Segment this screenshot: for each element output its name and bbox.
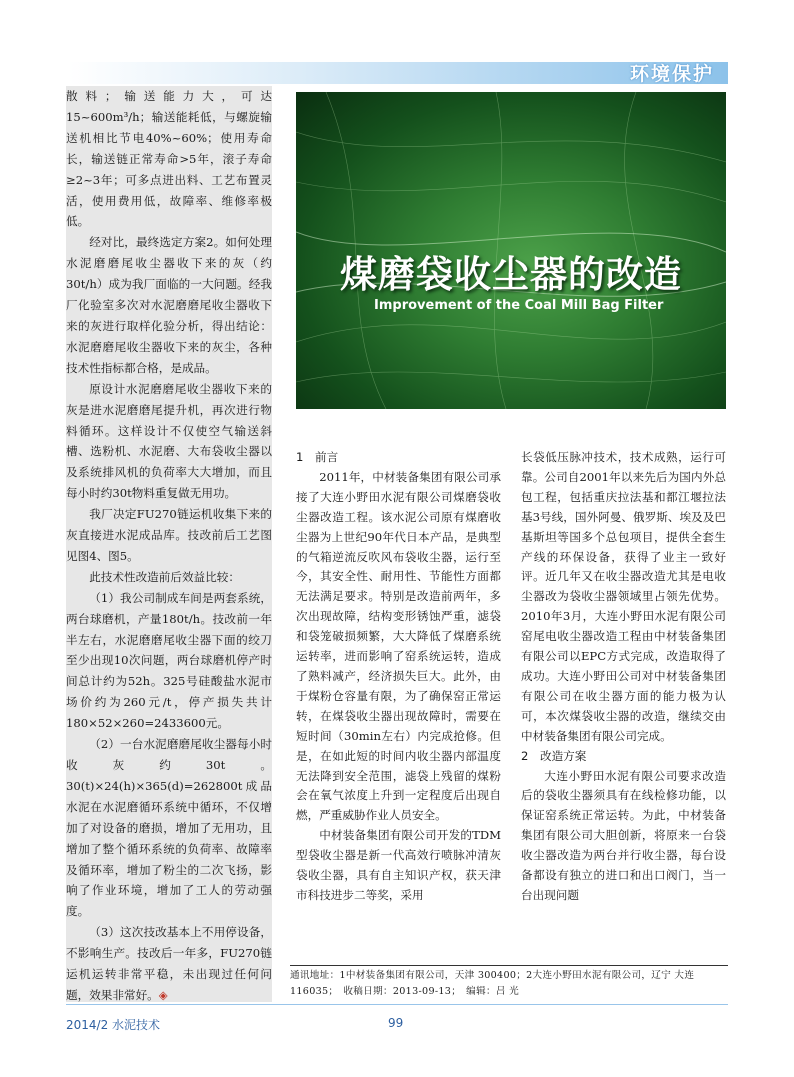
section-header-band	[68, 62, 728, 84]
footer-journal: 2014/2 水泥技术	[66, 1018, 161, 1032]
left-paragraph-text: （3）这次技改基本上不用停设备，不影响生产。技改后一年多，FU270链运机运转非常平稳，未出现过任何问题，效果非常好。	[66, 925, 272, 1002]
body-paragraph: 中材装备集团有限公司开发的TDM型袋收尘器是新一代高效行喷脉冲清灰袋收尘器，具有自主知识产权，获天津市科技进步二等奖，采用	[296, 828, 501, 902]
body-paragraph: 2011年，中材装备集团有限公司承接了大连小野田水泥有限公司煤磨袋收尘器改造工程。该水泥公司原有煤磨收尘器为上世纪90年代日本产品，是典型的气箱逆流反吹风布袋收尘器，运行至今，其安全性、耐用性、节能性方面都无法满足要求。特别是改造前两年，多次出现故障，结构变形锈蚀严重，滤袋和袋笼破损频繁，大大降低了煤磨系统运转率，进而影响了窑系统运转，造成了熟料减产，经济损失巨大。此外，由于煤粉仓容量有限，为了确保窑正常运转，在煤袋收尘器出现故障时，需要在短时间（30min左右）内完成抢修。但是，在如此短的时间内收尘器内部温度无法降到安全范围，滤袋上残留的煤粉会在氧气浓度上升到一定程度后出现自燃，严重威胁作业人员安全。	[296, 469, 501, 823]
title-en: Improvement of the Coal Mill Bag Filter	[374, 298, 664, 313]
section-header: 环境保护	[629, 63, 714, 85]
left-paragraph: （1）我公司制成车间是两套系统，两台球磨机，产量180t/h。技改前一年半左右，水泥磨磨尾收尘器下面的绞刀至少出现10次问题，两台球磨机停产时间总计约为52h。325号硅酸盐水泥市场价约为260元/t，停产损失共计180×52×260=2433600元。	[66, 590, 272, 731]
left-paragraph: 我厂决定FU270链运机收集下来的灰直接进水泥成品库。技改前后工艺图见图4、图5。	[66, 507, 272, 563]
section-heading: 2 改造方案	[521, 748, 587, 763]
left-paragraph: 经对比，最终选定方案2。如何处理水泥磨磨尾收尘器收下来的灰（约30t/h）成为我厂面临的一大问题。经我厂化验室多次对水泥磨磨尾收尘器收下来的灰进行取样化验分析，得出结论：水泥磨磨尾收尘器收下来的灰尘，各种技术性指标都合格，是成品。	[66, 235, 272, 375]
footnote-rule	[290, 965, 728, 966]
left-paragraph-last	[66, 922, 272, 1006]
right-column	[521, 448, 726, 906]
title-banner	[296, 92, 726, 409]
title-cn: 煤磨袋收尘器的改造	[340, 253, 682, 296]
end-mark-icon: ◈	[158, 987, 168, 1002]
left-paragraph: 散料；输送能力大，可达15~600m³/h；输送能耗低，与螺旋输送机相比节电40%~60%；使用寿命长，输送链正常寿命>5年，滚子寿命≥2~3年；可多点进出料、工艺布置灵活，使用费用低，故障率、维修率极低。	[66, 89, 272, 229]
section-heading: 1 前言	[296, 450, 339, 464]
left-column	[66, 86, 272, 1002]
body-paragraph: 大连小野田水泥有限公司要求改造后的袋收尘器须具有在线检修功能，以保证窑系统正常运转。为此，中材装备集团有限公司大胆创新，将原来一台袋收尘器改造为两台并行收尘器，每台设备都设有独立的进口和出口阀门，当一台出现问题	[521, 768, 726, 902]
left-paragraph: 此技术性改造前后效益比较：	[89, 569, 240, 584]
middle-column	[296, 448, 501, 906]
page-number: 99	[388, 1016, 404, 1030]
footnote: 通讯地址：1中材装备集团有限公司，天津 300400；2大连小野田水泥有限公司，辽宁 大连 116035； 收稿日期：2013-09-13； 编辑：吕 光	[290, 970, 695, 997]
left-paragraph: 原设计水泥磨磨尾收尘器收下来的灰是进水泥磨磨尾提升机，再次进行物料循环。这样设计不仅使空气输送斜槽、选粉机、水泥磨、大布袋收尘器以及系统排风机的负荷率大大增加，而且每小时约30t物料重复做无用功。	[66, 381, 272, 501]
body-paragraph: 长袋低压脉冲技术，技术成熟，运行可靠。公司自2001年以来先后为国内外总包工程，包括重庆拉法基和都江堰拉法基3号线，国外阿曼、俄罗斯、埃及及巴基斯坦等国多个总包项目，提供全套生产线的环保设备，获得了业主一致好评。近几年又在收尘器改造尤其是电收尘器改为袋收尘器领域里占领先优势。2010年3月，大连小野田水泥有限公司窑尾电收尘器改造工程由中材装备集团有限公司以EPC方式完成，改造取得了成功。大连小野田公司对中材装备集团有限公司在收尘器方面的能力极为认可，本次煤袋收尘器的改造，继续交由中材装备集团有限公司完成。	[521, 450, 726, 743]
footer-rule	[66, 1004, 728, 1005]
left-paragraph: （2）一台水泥磨磨尾收尘器每小时收灰约30t。30(t)×24(h)×365(d)=262800t成品水泥在水泥磨循环系统中循环，不仅增加了对设备的磨损，增加了无用功，且增加了整个循环系统的负荷率、故障率及循环率，增加了粉尘的二次飞扬，影响了作业环境，增加了工人的劳动强度。	[66, 737, 272, 919]
